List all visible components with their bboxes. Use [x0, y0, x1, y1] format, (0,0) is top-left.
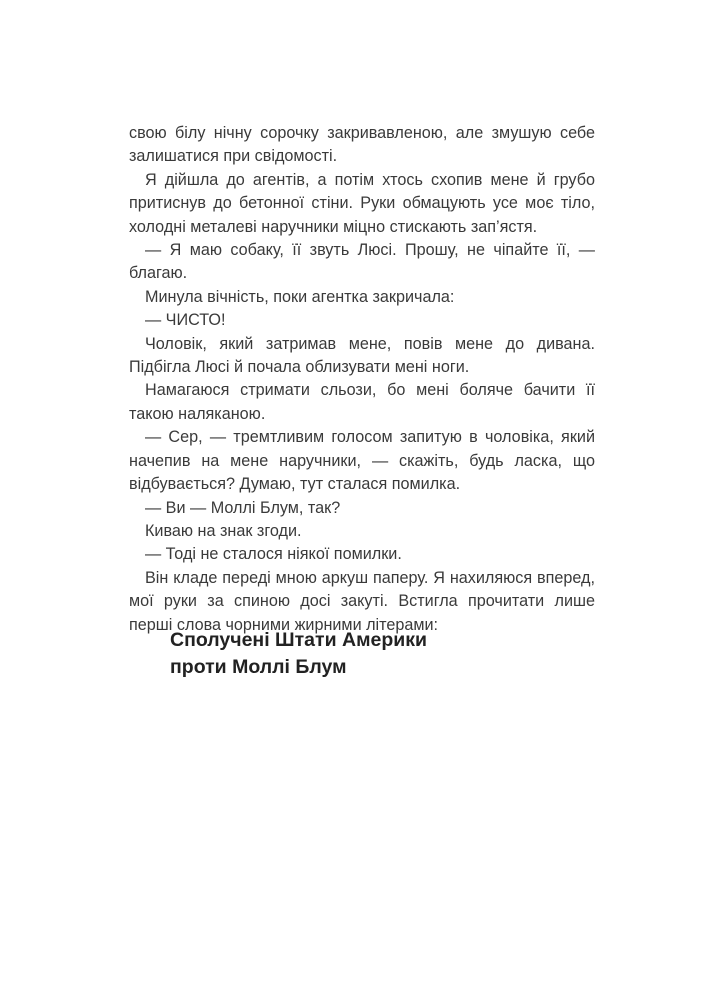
paragraph-clear: — ЧИСТО!	[145, 311, 226, 330]
paragraph-paper: Він кладе переді мною аркуш паперу. Я нахиляюся вперед, мої руки за спиною досі закуті. Встигла прочитати лише перші слова чорними жирними літерами:	[129, 568, 595, 634]
paragraph-agents: Я дійшла до агентів, а потім хтось схопив мене й грубо притиснув до бетонної стіни. Руки обмацують усе моє тіло, холодні металеві наручники міцно стискають зап’ястя.	[129, 170, 595, 236]
document-heading	[170, 627, 590, 681]
body-text	[129, 122, 595, 637]
document-heading-line-1: Сполучені Штати Америки	[170, 629, 427, 651]
paragraph-no-mistake: — Тоді не сталося ніякої помилки.	[145, 545, 402, 564]
paragraph-sir: — Сер, — тремтливим голосом запитую в чоловіка, який начепив на мене наручники, — скажіть, будь ласка, що відбувається? Думаю, тут сталася помилка.	[129, 428, 595, 494]
paragraph-dog-plea: — Я маю собаку, її звуть Люсі. Прошу, не чіпайте її, — благаю.	[129, 241, 595, 283]
paragraph-tears: Намагаюся стримати сльози, бо мені боляче бачити її такою наляканою.	[129, 381, 595, 423]
paragraph-continuation: свою білу нічну сорочку закривавленою, але змушую себе залишатися при свідомості.	[129, 124, 595, 166]
paragraph-nod: Киваю на знак згоди.	[145, 521, 302, 540]
paragraph-eternity: Минула вічність, поки агентка закричала:	[145, 287, 455, 306]
paragraph-sofa: Чоловік, який затримав мене, повів мене до дивана. Підбігла Люсі й почала облизувати мені ноги.	[129, 334, 595, 377]
document-heading-line-2: проти Моллі Блум	[170, 656, 347, 678]
paragraph-molly-question: — Ви — Моллі Блум, так?	[145, 498, 341, 517]
